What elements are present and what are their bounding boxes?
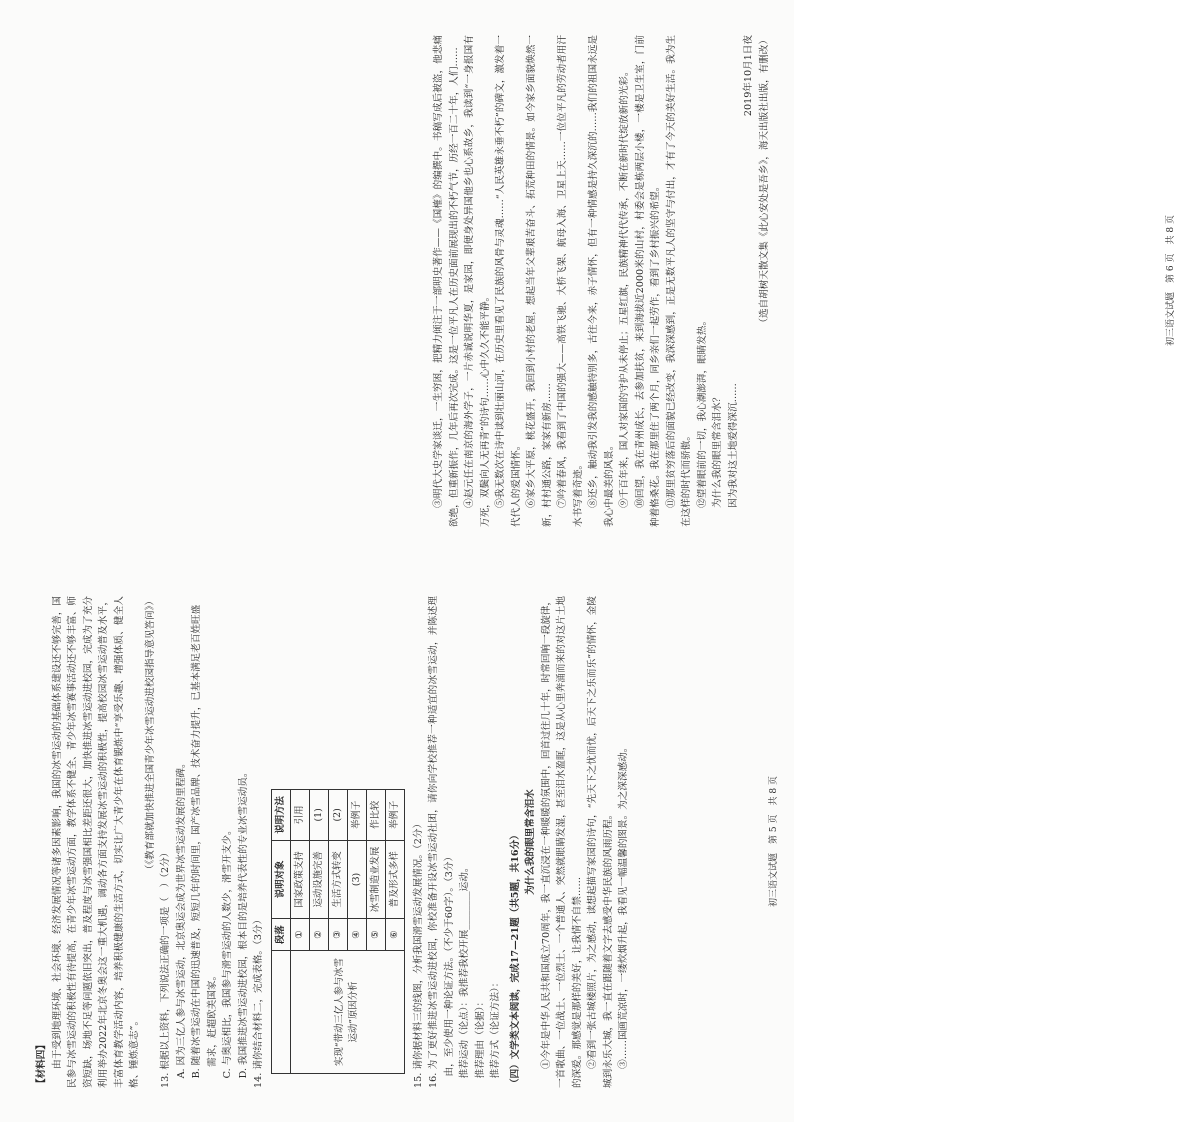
exam-page-6 (397, 0, 1191, 561)
question-15: 15. 请你据材料三的线图，分析我国滑雪运动发展情况。（2分） (412, 818, 424, 1088)
option-a: A. 因为三亿人参与冰雪运动，北京奥运会成为世界冰雪运动发展的里程碑。 (175, 758, 187, 1079)
article-paragraph: ⑨千百年来，国人对家国的守护从未停止；五星红旗，民族精神代代传承，不断在新时代绽放新的光彩。 (619, 66, 630, 508)
question-14: 14. 请你结合材料二，完成表格。（3分） (253, 914, 264, 1088)
closing-line: 因为我对这土地爱得深沉…… (727, 383, 739, 508)
table-cell: (1) (309, 790, 328, 841)
option-b: B. 随着冰雪运动在中国的迅速普及，短短几年的时间里，国产冰雪品牌、技术奋力提升，已基本满足老百姓旺盛需求，赶超欧美国家。 (191, 604, 218, 1079)
answer-line: 推荐运动（论点）：我推荐我校开展________运动。 (459, 862, 470, 1079)
article-source: （选自胡树天散文集《此心安处是吾乡》，海天出版社出版，有删改） (758, 35, 770, 328)
question-13: 13. 根据以上资料，下列说法正确的一项是（ ）（2分） (160, 847, 171, 1088)
table-header: 说明对象 (271, 840, 290, 919)
table-cell: ⑤ (366, 919, 385, 951)
table-cell: ③ (328, 919, 347, 951)
question-16: 16. 为了更好推进冰雪运动进校园，你校准备开设冰雪运动社团，请你向学校推荐一种适宜的冰雪运动，并陈述理由，至少使用一种论证方法。（不少于60字）。（3分） (428, 596, 455, 1088)
article-paragraph: ⑥家乡大平原，桃花盛开，我回到小村的老屋，想起当年父辈艰苦奋斗、拓荒种田的情景。如今家乡面貌焕然一新，村村通公路，家家有新房…… (526, 35, 553, 527)
table-cell: ① (290, 919, 309, 951)
question-13-options (174, 596, 252, 1088)
table-header-row (271, 790, 290, 1074)
material-source: （《教育部就加快推进全国青少年冰雪运动进校园指导意见答问》） (144, 596, 156, 875)
article-paragraph: ⑪那里贫穷落后的面貌已经改变，我深深感到，正是无数平凡人的坚守与付出，才有了今天的美好生活。我为生在这样的时代而骄傲。 (665, 35, 692, 527)
option-c: C. 与奥运相比，我国参与滑雪运动的人数少，滑雪开支少。 (222, 825, 233, 1079)
table-header: 段落 (271, 919, 290, 951)
table-cell: 冰雪制造业发展 (366, 840, 385, 919)
article-paragraph: ⑫望着眼前的一切，我心潮澎湃，眼睛发热。 (696, 315, 708, 508)
article-paragraph: ⑧还乡，触动我引发我的感触特别多，古往今来，赤子情怀，但有一种情感是持久深沉的……我们的祖国永远是我心中最美的风景。 (588, 35, 615, 527)
table-header: 说明方法 (271, 790, 290, 841)
table-cell: 作比较 (366, 790, 385, 841)
table-cell: 运动设施完善 (309, 840, 328, 919)
closing-line: 为什么我的眼里常含泪水？ (712, 392, 723, 508)
article-date: 2019年10月1日夜 (743, 35, 754, 117)
article-paragraph: ③明代大史学家谈迁，一生穷困，把精力倾注于一部明史著作——《国榷》的编撰中。书稿写成后被盗，他悲痛欲绝，但重新振作，几年后再次完成。这是一位平凡人在历史面前展现出的不朽气节，历经一百二十年，人们…… (433, 35, 460, 527)
material-label: 【材料四】 (36, 1040, 47, 1088)
option-d: D. 我国推进冰雪运动进校园，根本目的是培养代表性的专业冰雪运动员。 (237, 767, 249, 1079)
article-paragraph: ④赵元任在南京的海外学子，一片赤诚说明华夏，是家园，即便身处异国他乡也心系故乡，我读到“一身报国有万死，双鬓向人无再青”的诗句……心中久久不能平静。 (464, 35, 491, 527)
table-cell: ⑥ (385, 919, 404, 951)
material-text: 由于受到地理环境、社会环境、经济发展情况等诸多因素影响，我国的冰雪运动的基础体系建设还不够完善，国民参与冰雪运动的积极性有待提高，在青少年冰雪运动方面，教学体系不健全、青少年冰雪赛事活动还不够丰富、师资短缺，场地不足等问题依旧突出，普及程度与冰雪强国相比差距还很大，加快推进冰雪运动进校园，完成为了充分利用举办2022年北京冬奥会这一重大机遇，调动各方面支持发展冰雪运动的积极性，提高校园冰雪运动普及水平，丰富体育教学活动内容，培养积极健康的生活方式，切实让广大青少年在体育锻炼中“享受乐趣、增强体质、健全人格、锤炼意志”。 (51, 596, 140, 1088)
table-cell: 普及形式多样 (385, 840, 404, 919)
section-4-title: （四）文学类文本阅读，完成17—21题（共5题，共16分） (509, 830, 521, 1088)
page-footer: 初三语文试题 第 6 页 共 8 页 (1165, 215, 1176, 346)
table-cell: 举例子 (347, 790, 366, 841)
table-cell: ④ (347, 919, 366, 951)
article-paragraph: ②看到一张古城楼照片，为之感动，读想起描写家园的诗句，“先天下之忧而忧，后天下之乐而乐”的情怀，金陵城到永乐大城，我一直在跟随着文字去感受中华民族的风雨历程。 (587, 596, 614, 1088)
table-cell: (2) (328, 790, 347, 841)
answer-line: 推荐方式（论证方法）： (490, 977, 501, 1079)
article-paragraph: ③……国画荒凉时，一缕炊烟升起，我看见一幅温馨的图景。为之深深感动。 (618, 742, 629, 1069)
table-cell: 生活方式转变 (328, 840, 347, 919)
table-cell: 国家政策支持 (290, 840, 309, 919)
page-footer: 初三语文试题 第 5 页 共 8 页 (768, 776, 779, 907)
article-paragraph: ①今年是中华人民共和国成立70周年，我一直沉浸在一种暖暖的氛围中，回首过往几十年，时常回响一段旋律，一首歌曲、一位战士、一位烈士、一个普通人、突然就眼睛发湿，甚至泪水盈眶，这是从心里奔涌而来的对这片土地的深爱。那感觉是那样的美好，让我情不自禁…… (540, 596, 583, 1088)
exam-page-5 (0, 561, 794, 1122)
article-paragraph: ⑩回望，我在青州成长，去参加扶贫，来到海拔近2000米的山村，村委会是栋两层小楼，一楼是卫生室，门前种着格桑花。我在那里住了两个月，同乡亲们一起劳作，看到了乡村振兴的希望。 (634, 35, 661, 527)
table-row-label: 实现“带动三亿人参与冰雪运动”原因分析 (290, 951, 404, 1074)
table-row (290, 790, 309, 1074)
answer-line: 推荐理由（论据）： (474, 996, 486, 1079)
article-paragraph: ⑦吟着春风，我看到了中国的强大——高铁飞驰、大桥飞架、航母入海、卫星上天……一位位平凡的劳动者用汗水书写着奇迹。 (557, 35, 584, 527)
table-cell: ② (309, 919, 328, 951)
question-14-table (271, 789, 405, 1074)
article-title: 为什么我的眼里常含泪水 (525, 789, 536, 895)
table-cell: (3) (347, 840, 366, 919)
table-cell: 引用 (290, 790, 309, 841)
table-cell: 举例子 (385, 790, 404, 841)
table-header (271, 951, 290, 1074)
article-paragraph: ⑤我无数次在诗中读到壮丽山河，在历史里看见了民族的风骨与灵魂……“人民英雄永垂不朽”的碑文，激发着一代代人的爱国情怀。 (495, 35, 522, 527)
